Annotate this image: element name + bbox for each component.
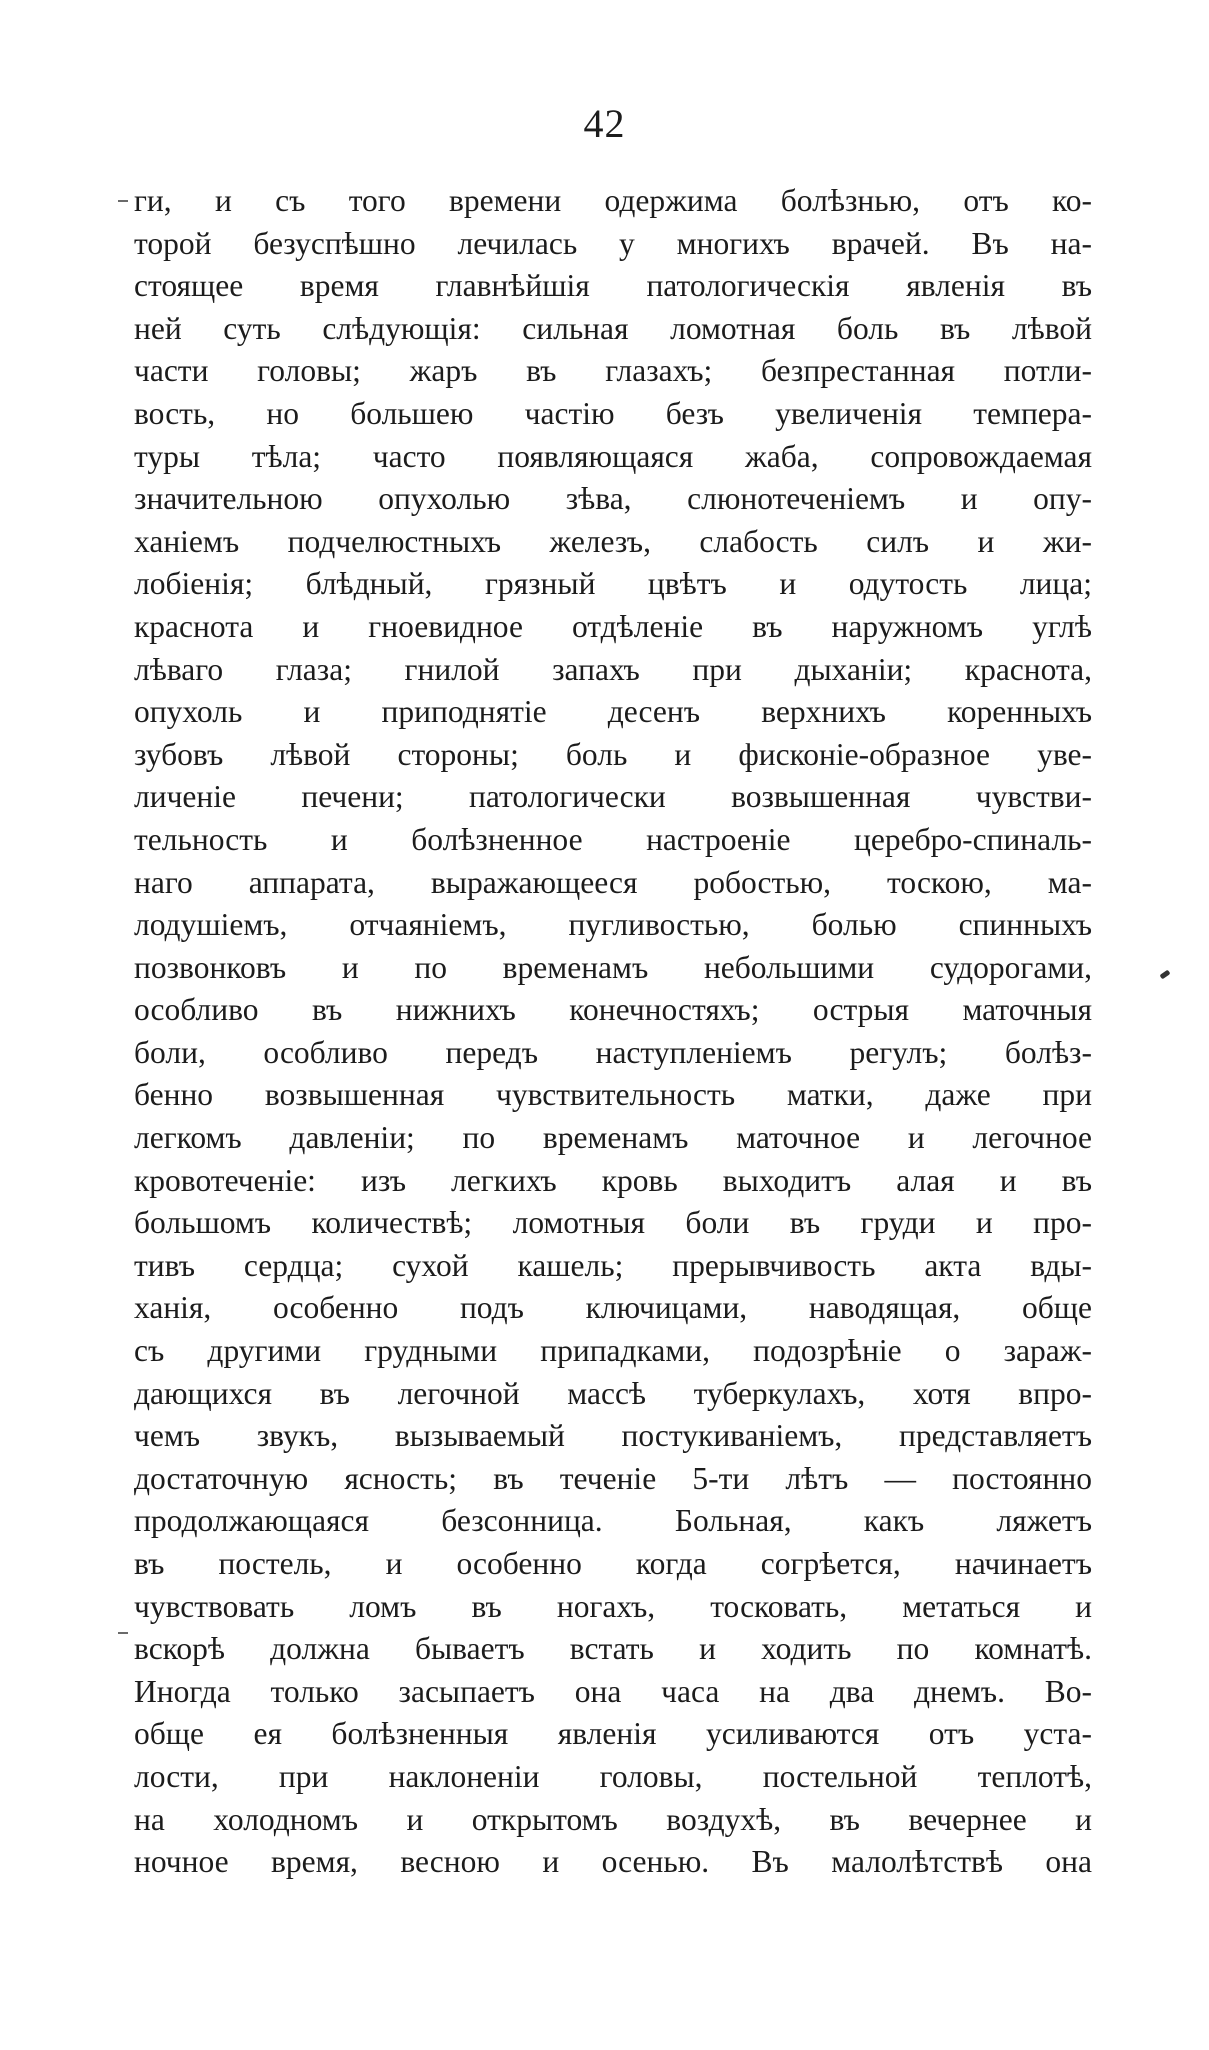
text-line: позвонковъ и по временамъ небольшими судорогами, xyxy=(134,949,1092,985)
text-line: боли, особливо передъ наступленіемъ регулъ; болѣз- xyxy=(134,1034,1092,1070)
text-line: тивъ сердца; сухой кашель; прерывчивость акта вды- xyxy=(134,1247,1092,1283)
text-line: ночное время, весною и осенью. Въ малолѣтствѣ она xyxy=(134,1844,1092,1880)
text-line: ханія, особенно подъ ключицами, наводящая, обще xyxy=(134,1290,1092,1326)
text-line: вскорѣ должна бываетъ встать и ходить по комнатѣ. xyxy=(134,1631,1092,1667)
text-line: въ постель, и особенно когда согрѣется, начинаетъ xyxy=(134,1546,1092,1581)
text-line: лобіенія; блѣдный, грязный цвѣтъ и одутость лица; xyxy=(134,566,1092,602)
page-number: 42 xyxy=(583,101,626,146)
text-line: торой безуспѣшно лечилась у многихъ врачей. Въ на- xyxy=(134,225,1092,261)
text-line: лодушіемъ, отчаяніемъ, пугливостью, болью спинныхъ xyxy=(134,907,1092,943)
text-line: особливо въ нижнихъ конечностяхъ; острыя маточныя xyxy=(134,992,1092,1028)
text-line: чемъ звукъ, вызываемый постукиваніемъ, представляетъ xyxy=(134,1418,1092,1454)
body-text xyxy=(134,180,1092,1884)
text-line: лости, при наклоненіи головы, постельной теплотѣ, xyxy=(134,1758,1092,1794)
text-line: зубовъ лѣвой стороны; боль и фисконіе-образное уве- xyxy=(134,736,1092,772)
text-line: стоящее время главнѣйшія патологическія явленія въ xyxy=(134,268,1092,304)
text-line: личеніе печени; патологически возвышенная чувстви- xyxy=(134,779,1092,815)
text-line: легкомъ давленіи; по временамъ маточное и легочное xyxy=(134,1120,1092,1156)
text-line: ханіемъ подчелюстныхъ железъ, слабость силъ и жи- xyxy=(134,523,1092,559)
text-line: продолжающаяся безсонница. Больная, какъ ляжетъ xyxy=(134,1503,1092,1539)
margin-mark xyxy=(118,200,128,202)
text-line: ней суть слѣдующія: сильная ломотная боль въ лѣвой xyxy=(134,310,1092,346)
text-line: на холодномъ и открытомъ воздухѣ, въ вечернее и xyxy=(134,1801,1092,1837)
text-line: Иногда только засыпаетъ она часа на два днемъ. Во- xyxy=(134,1673,1092,1709)
text-line: тельность и болѣзненное настроеніе церебро-спиналь- xyxy=(134,821,1092,857)
text-line: краснота и гноевидное отдѣленіе въ наружномъ углѣ xyxy=(134,608,1092,644)
text-line: части головы; жаръ въ глазахъ; безпрестанная потли- xyxy=(134,353,1092,389)
text-line: бенно возвышенная чувствительность матки, даже при xyxy=(134,1077,1092,1113)
text-line: достаточную ясность; въ теченіе 5-ти лѣтъ — постоянно xyxy=(134,1460,1092,1496)
text-line: большомъ количествѣ; ломотныя боли въ груди и про- xyxy=(134,1205,1092,1241)
text-line: дающихся въ легочной массѣ туберкулахъ, хотя впро- xyxy=(134,1375,1092,1411)
text-line: опухоль и приподнятіе десенъ верхнихъ коренныхъ xyxy=(134,694,1092,730)
text-line: съ другими грудными припадками, подозрѣніе о зараж- xyxy=(134,1333,1092,1369)
text-line: кровотеченіе: изъ легкихъ кровь выходитъ алая и въ xyxy=(134,1162,1092,1198)
text-line: ги, и съ того времени одержима болѣзнью, отъ ко- xyxy=(134,183,1092,218)
ink-speck xyxy=(1159,970,1170,980)
text-line: обще ея болѣзненныя явленія усиливаются отъ уста- xyxy=(134,1716,1092,1752)
text-line: наго аппарата, выражающееся робостью, тоскою, ма- xyxy=(134,864,1092,900)
text-line: значительною опухолью зѣва, слюнотеченіемъ и опу- xyxy=(134,481,1092,517)
text-line: вость, но большею частію безъ увеличенія темпера- xyxy=(134,395,1092,431)
margin-mark xyxy=(118,1632,128,1634)
text-line: чувствовать ломъ въ ногахъ, тосковать, метаться и xyxy=(134,1588,1092,1624)
text-line: лѣваго глаза; гнилой запахъ при дыханіи; краснота, xyxy=(134,651,1092,687)
text-line: туры тѣла; часто появляющаяся жаба, сопровождаемая xyxy=(134,438,1092,474)
